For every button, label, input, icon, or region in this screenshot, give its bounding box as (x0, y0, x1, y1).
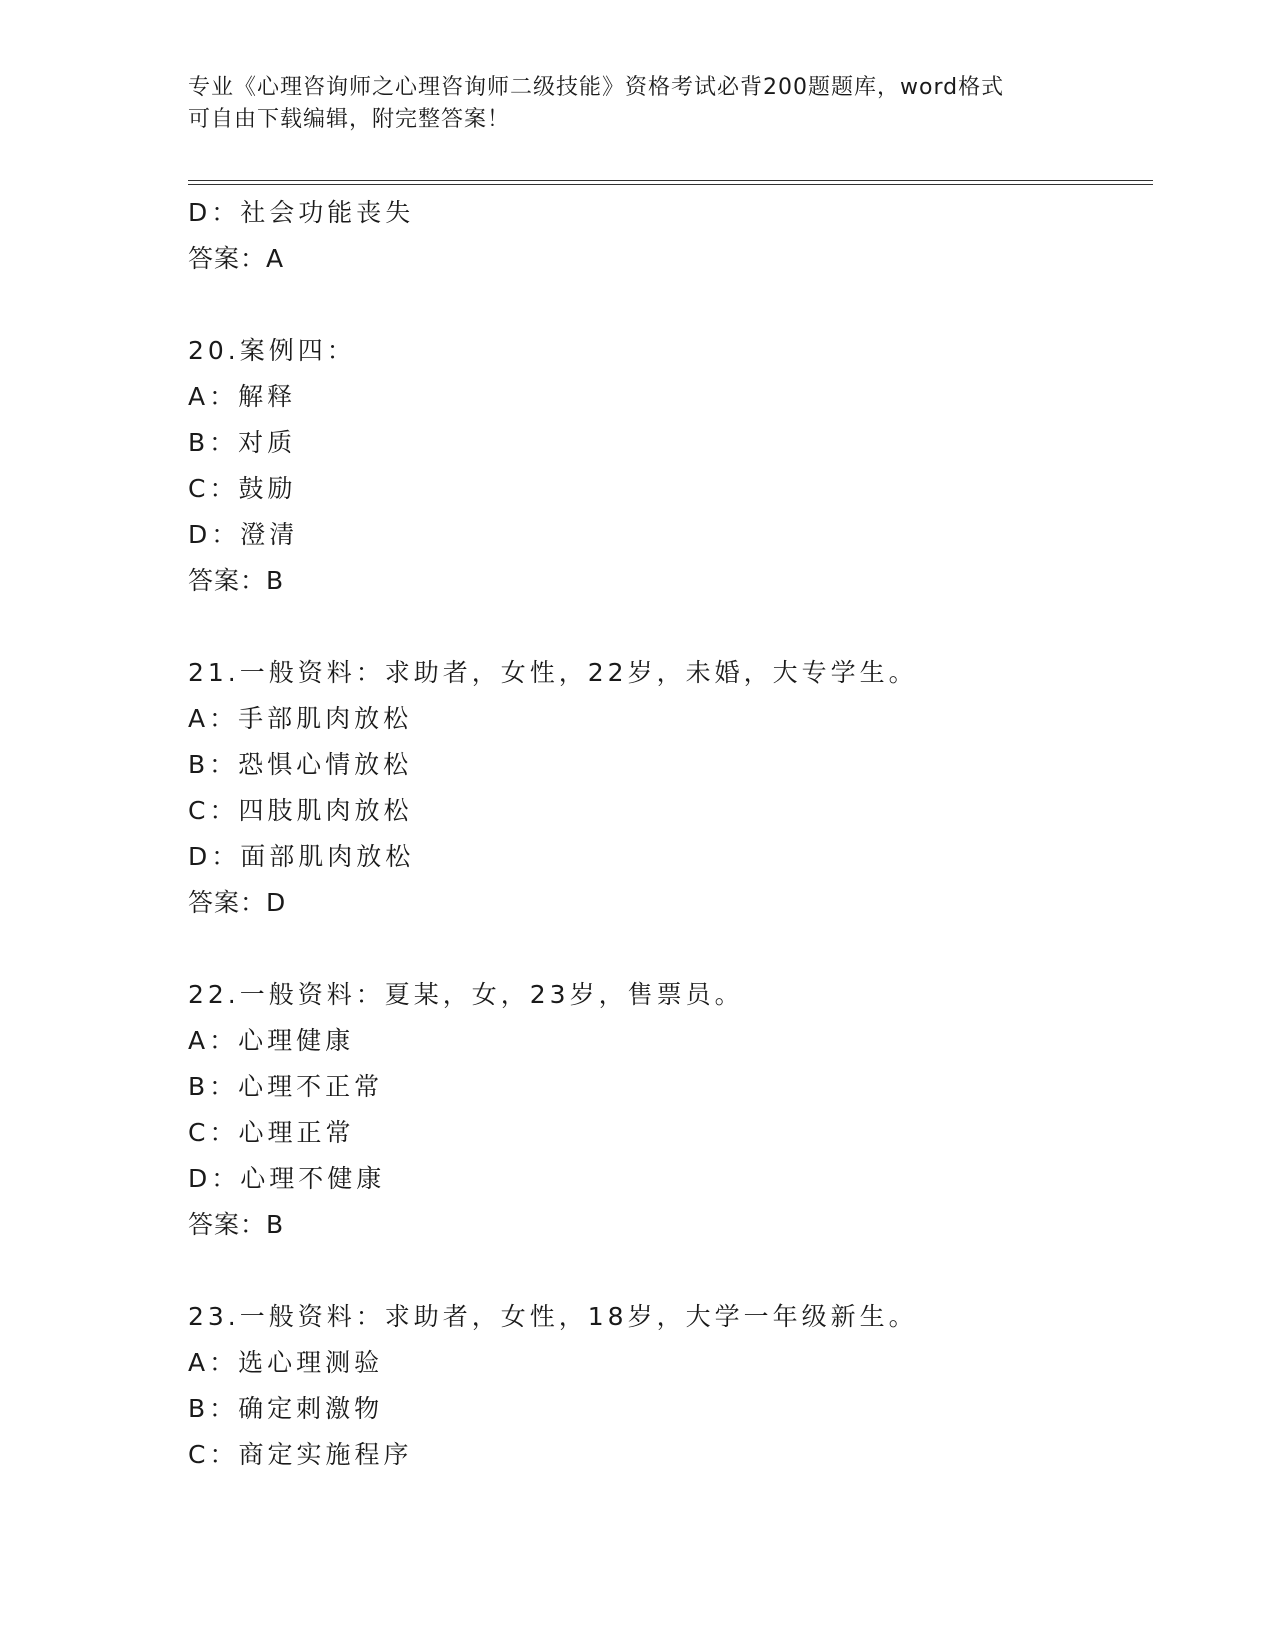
answer-line: 答案：B (188, 1210, 285, 1239)
option-d: D：面部肌肉放松 (188, 842, 415, 871)
answer-line: 答案：A (188, 244, 285, 273)
option-d: D：社会功能丧失 (188, 198, 415, 227)
header-line-2: 可自由下载编辑，附完整答案！ (188, 107, 511, 132)
header-line-1: 专业《心理咨询师之心理咨询师二级技能》资格考试必背200题题库，word格式 (188, 75, 1005, 100)
question-item (188, 650, 1153, 926)
question-item (188, 1294, 1153, 1478)
option-a: A：手部肌肉放松 (188, 704, 413, 733)
question-stem: 23.一般资料：求助者，女性，18岁，大学一年级新生。 (188, 1302, 918, 1331)
option-d: D：心理不健康 (188, 1164, 386, 1193)
question-stem: 22.一般资料：夏某，女，23岁，售票员。 (188, 980, 744, 1009)
spacer (188, 1248, 1153, 1294)
answer-line: 答案：D (188, 888, 287, 917)
option-c: C：鼓励 (188, 474, 297, 503)
spacer (188, 926, 1153, 972)
question-item (188, 328, 1153, 604)
option-a: A：心理健康 (188, 1026, 355, 1055)
option-a: A：选心理测验 (188, 1348, 384, 1377)
option-b: B：恐惧心情放松 (188, 750, 413, 779)
option-b: B：确定刺激物 (188, 1394, 384, 1423)
option-d: D：澄清 (188, 520, 299, 549)
spacer (188, 282, 1153, 328)
question-list (188, 190, 1153, 1478)
option-b: B：对质 (188, 428, 297, 457)
option-c: C：心理正常 (188, 1118, 355, 1147)
option-c: C：四肢肌肉放松 (188, 796, 413, 825)
header-divider-bottom (188, 184, 1153, 185)
header-divider-top (188, 180, 1153, 181)
question-item (188, 972, 1153, 1248)
document-header (188, 72, 1088, 136)
option-a: A：解释 (188, 382, 297, 411)
answer-line: 答案：B (188, 566, 285, 595)
option-b: B：心理不正常 (188, 1072, 384, 1101)
question-stem: 21.一般资料：求助者，女性，22岁，未婚，大专学生。 (188, 658, 918, 687)
spacer (188, 604, 1153, 650)
question-stem: 20.案例四： (188, 336, 356, 365)
option-c: C：商定实施程序 (188, 1440, 413, 1469)
